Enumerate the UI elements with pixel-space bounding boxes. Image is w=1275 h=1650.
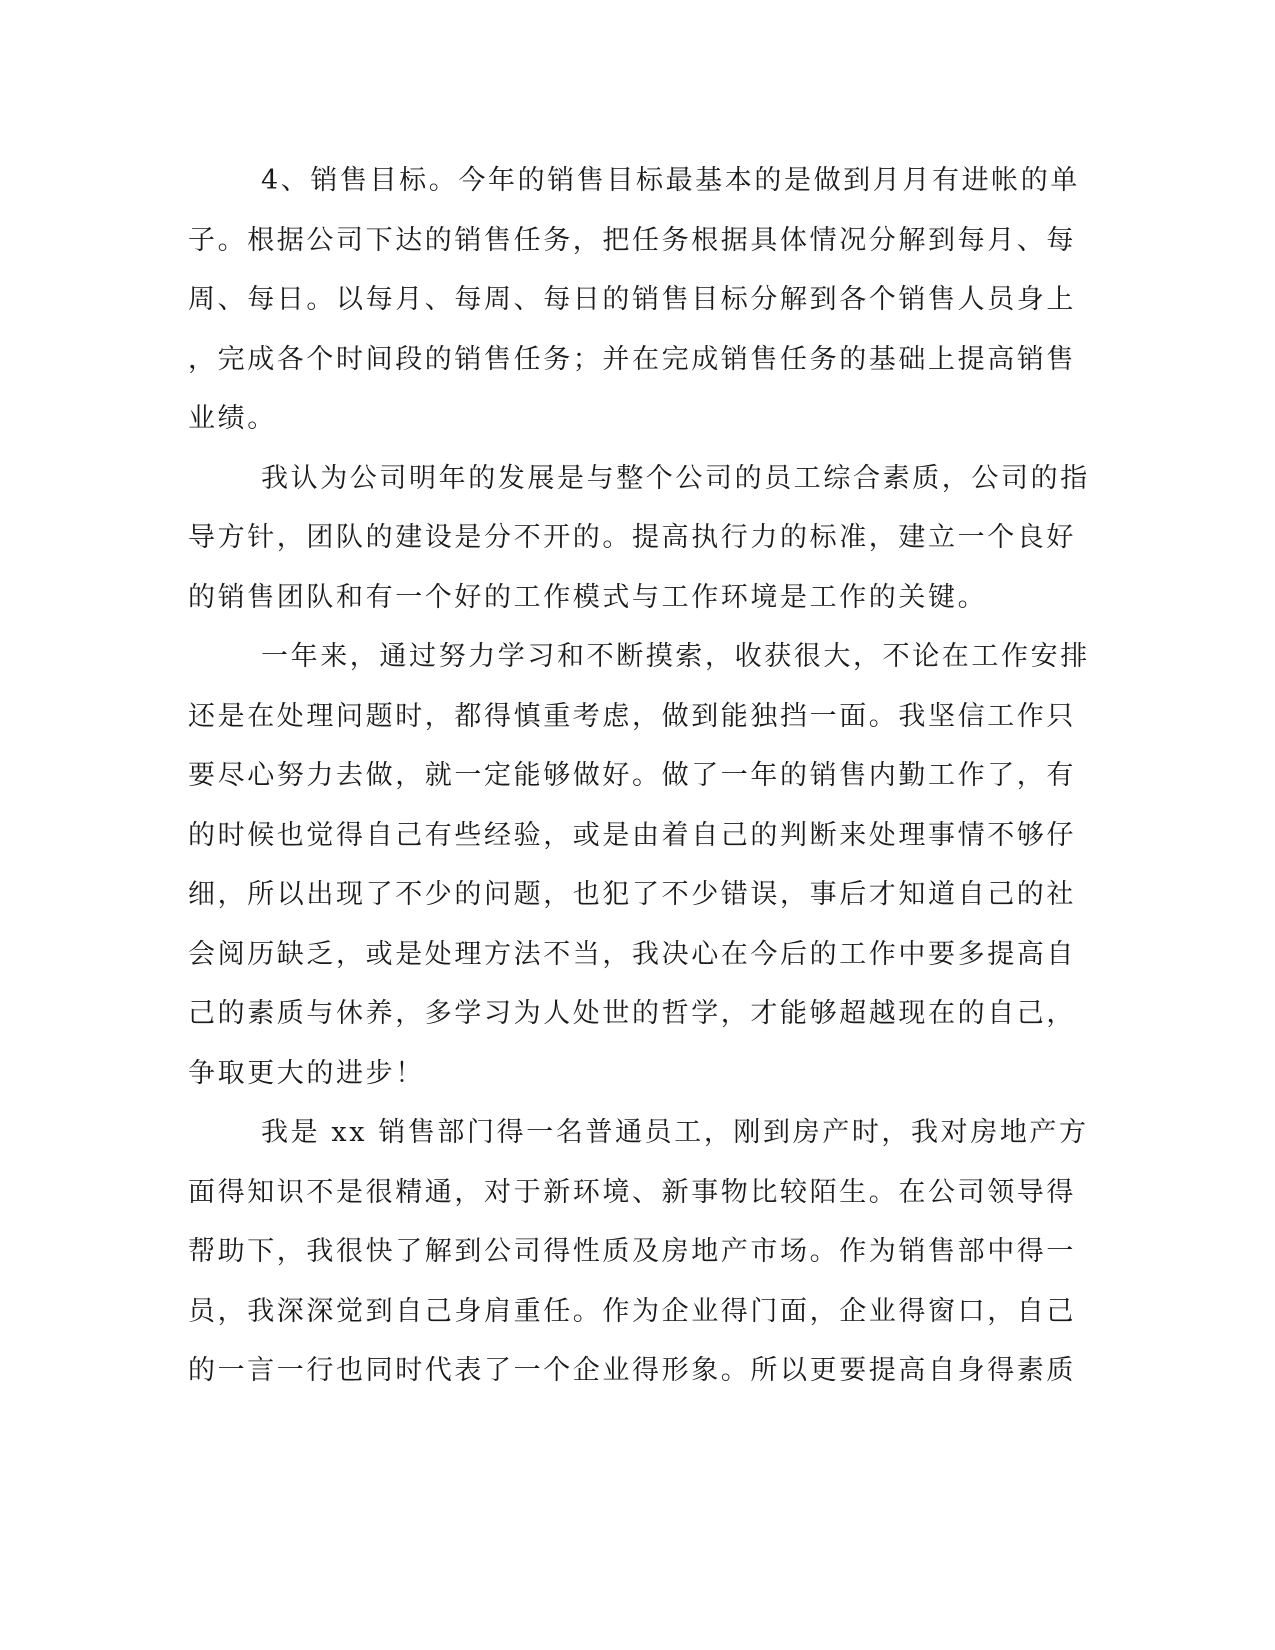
text-line: 子。根据公司下达的销售任务，把任务根据具体情况分解到每月、每 (188, 224, 1076, 256)
document-body (188, 151, 1090, 1401)
text-line: 员，我深深觉到自己身肩重任。作为企业得门面，企业得窗口，自己 (188, 1295, 1076, 1327)
text-line: 会阅历缺乏，或是处理方法不当，我决心在今后的工作中要多提高自 (188, 938, 1076, 970)
text-line: 帮助下，我很快了解到公司得性质及房地产市场。作为销售部中得一 (188, 1236, 1076, 1267)
paragraph-employee-intro (188, 1103, 1089, 1401)
text-line: 我认为公司明年的发展是与整个公司的员工综合素质，公司的指 (261, 462, 1090, 494)
text-line: 面得知识不是很精通，对于新环境、新事物比较陌生。在公司领导得 (188, 1176, 1076, 1208)
text-line: 的时候也觉得自己有些经验，或是由着自己的判断来处理事情不够仔 (188, 819, 1076, 851)
text-line: 争取更大的进步！ (188, 1057, 425, 1089)
paragraph-company-development (188, 449, 1090, 628)
text-line: 细，所以出现了不少的问题，也犯了不少错误，事后才知道自己的社 (188, 879, 1076, 910)
text-line: 我是 xx 销售部门得一名普通员工，刚到房产时，我对房地产方 (261, 1117, 1089, 1148)
text-line: 一年来，通过努力学习和不断摸索，收获很大，不论在工作安排 (261, 641, 1090, 672)
paragraph-sales-target (188, 151, 1080, 449)
text-line: 要尽心努力去做，就一定能够做好。做了一年的销售内勤工作了，有 (188, 760, 1076, 791)
text-line: 4、销售目标。今年的销售目标最基本的是做到月月有进帐的单 (261, 165, 1080, 196)
text-line: 己的素质与休养，多学习为人处世的哲学，才能够超越现在的自己， (188, 998, 1076, 1029)
text-line: 业绩。 (188, 403, 277, 434)
text-line: 周、每日。以每月、每周、每日的销售目标分解到各个销售人员身上 (188, 284, 1076, 315)
text-line: 还是在处理问题时，都得慎重考虑，做到能独挡一面。我坚信工作只 (188, 700, 1076, 732)
text-line: ，完成各个时间段的销售任务；并在完成销售任务的基础上提高销售 (188, 343, 1076, 375)
text-line: 导方针，团队的建设是分不开的。提高执行力的标准，建立一个良好 (188, 522, 1076, 553)
text-line: 的一言一行也同时代表了一个企业得形象。所以更要提高自身得素质 (188, 1355, 1076, 1386)
paragraph-year-review (188, 627, 1090, 1103)
text-line: 的销售团队和有一个好的工作模式与工作环境是工作的关键。 (188, 581, 988, 613)
